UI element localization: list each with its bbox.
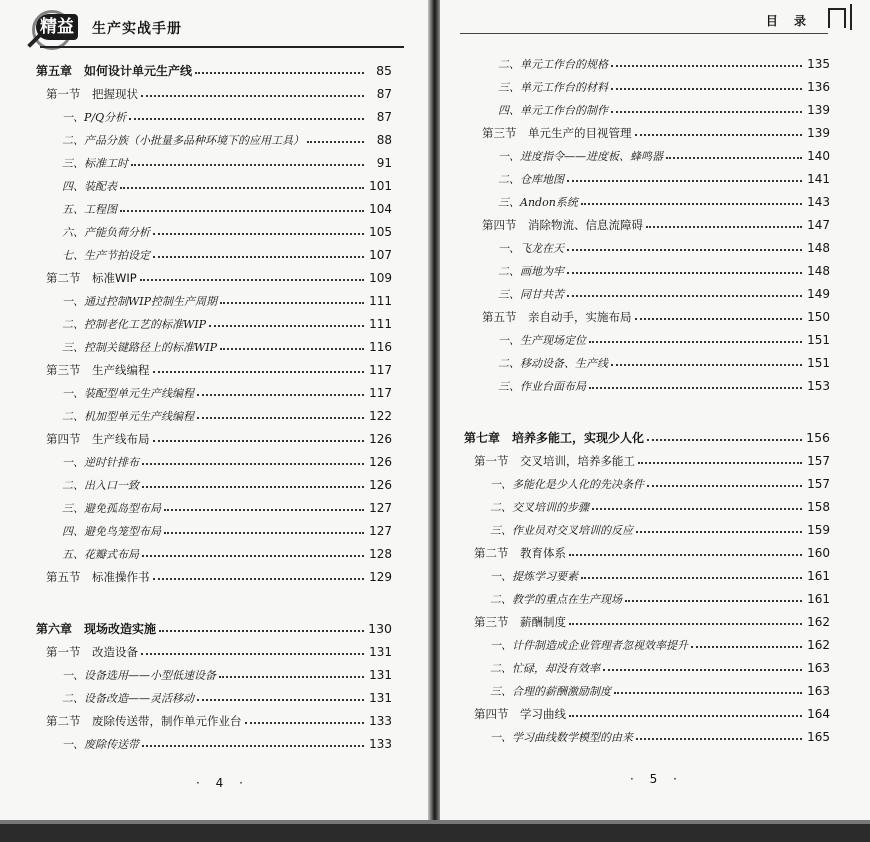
toc-section-row xyxy=(472,305,830,328)
toc-entry-title: 一、P/Q分析 xyxy=(62,110,127,124)
toc-page-number: 126 xyxy=(369,431,392,446)
toc-page-number: 161 xyxy=(807,568,830,583)
toc-page-number: 162 xyxy=(807,637,830,652)
toc-entry-title: 一、通过控制WIP控制生产周期 xyxy=(62,294,218,308)
toc-page-number: 117 xyxy=(369,362,392,377)
toc-item-row xyxy=(36,105,392,128)
toc-section-row xyxy=(472,213,830,236)
toc-item-row xyxy=(36,496,392,519)
toc-page-number: 126 xyxy=(369,454,392,469)
toc-entry-title: 二、设备改造——灵活移动 xyxy=(62,691,194,705)
dot-leader xyxy=(164,509,364,511)
toc-item-row xyxy=(464,472,830,495)
toc-page-number: 91 xyxy=(376,155,392,170)
toc-page-number: 143 xyxy=(807,194,830,209)
dot-leader xyxy=(647,485,802,487)
dot-leader xyxy=(592,508,802,510)
toc-item-row xyxy=(464,587,830,610)
toc-page-number: 156 xyxy=(806,430,830,445)
dot-leader xyxy=(164,532,364,534)
toc-entry-title: 一、飞龙在天 xyxy=(498,241,564,255)
toc-item-row xyxy=(464,564,830,587)
toc-entry-title: 七、生产节拍设定 xyxy=(62,248,150,262)
toc-entry-title: 一、提炼学习要素 xyxy=(490,569,578,583)
toc-section-row xyxy=(464,541,830,564)
toc-entry-title: 第四节 生产线布局 xyxy=(46,431,150,446)
toc-entry-title: 二、产品分族（小批量多品种环境下的应用工具） xyxy=(62,133,304,147)
toc-page-number: 87 xyxy=(376,86,392,101)
toc-page-number: 165 xyxy=(807,729,830,744)
toc-entry-title: 第五节 亲自动手，实施布局 xyxy=(482,309,632,324)
dot-leader xyxy=(567,249,802,251)
dot-leader xyxy=(581,203,802,205)
toc-entry-title: 一、设备选用——小型低速设备 xyxy=(62,668,216,682)
toc-entry-title: 第五节 标准操作书 xyxy=(46,569,150,584)
toc-entry-title: 三、Andon系统 xyxy=(498,195,578,209)
dot-leader xyxy=(220,302,364,304)
dot-leader xyxy=(141,653,364,655)
dot-leader xyxy=(153,256,364,258)
toc-block-chapter-6-cont xyxy=(472,52,830,397)
toc-page-number: 117 xyxy=(369,385,392,400)
toc-page-number: 126 xyxy=(369,477,392,492)
toc-block-chapter-6 xyxy=(36,617,392,755)
toc-page-number: 105 xyxy=(369,224,392,239)
toc-entry-title: 第二节 教育体系 xyxy=(474,545,566,560)
toc-entry-title: 六、产能负荷分析 xyxy=(62,225,150,239)
toc-entry-title: 三、作业台面布局 xyxy=(498,379,586,393)
toc-page-number: 101 xyxy=(369,178,392,193)
toc-entry-title: 第四节 学习曲线 xyxy=(474,706,566,721)
toc-block-chapter-5 xyxy=(36,59,392,588)
toc-item-row xyxy=(36,220,392,243)
toc-entry-title: 二、忙碌，却没有效率 xyxy=(490,661,600,675)
toc-entry-title: 一、逆时针排布 xyxy=(62,455,139,469)
toc-entry-title: 第四节 消除物流、信息流障碍 xyxy=(482,217,643,232)
dot-leader xyxy=(567,272,802,274)
toc-entry-title: 二、机加型单元生产线编程 xyxy=(62,409,194,423)
toc-item-row xyxy=(36,473,392,496)
dot-leader xyxy=(635,134,803,136)
toc-entry-title: 第一节 把握现状 xyxy=(46,86,138,101)
toc-entry-title: 二、画地为牢 xyxy=(498,264,564,278)
toc-page-number: 131 xyxy=(369,690,392,705)
toc-section-row xyxy=(464,610,830,633)
toc-page-number: 140 xyxy=(807,148,830,163)
toc-page-number: 136 xyxy=(807,79,830,94)
toc-entry-title: 二、单元工作台的规格 xyxy=(498,57,608,71)
dot-leader xyxy=(614,692,802,694)
toc-entry-title: 五、工程图 xyxy=(62,202,117,216)
dot-leader xyxy=(153,371,365,373)
page-header xyxy=(30,8,430,48)
toc-page-number: 151 xyxy=(807,355,830,370)
dot-leader xyxy=(611,364,802,366)
logo: 精益 xyxy=(36,14,78,40)
dot-leader xyxy=(589,387,802,389)
dot-leader xyxy=(569,623,802,625)
toc-entry-title: 第二节 标准WIP xyxy=(46,270,137,285)
dot-leader xyxy=(638,462,802,464)
toc-page-number: 133 xyxy=(369,736,392,751)
dot-leader xyxy=(603,669,802,671)
toc-item-row xyxy=(36,686,392,709)
toc-page-number: 88 xyxy=(376,132,392,147)
dot-leader xyxy=(567,180,802,182)
toc-page-number: 163 xyxy=(807,660,830,675)
toc-item-row xyxy=(472,98,830,121)
dot-leader xyxy=(129,118,364,120)
dot-leader xyxy=(142,555,364,557)
dot-leader xyxy=(140,279,364,281)
dot-leader xyxy=(197,417,364,419)
toc-item-row xyxy=(36,174,392,197)
dot-leader xyxy=(691,646,802,648)
toc-page-number: 111 xyxy=(369,293,392,308)
toc-page-number: 163 xyxy=(807,683,830,698)
toc-page-number: 157 xyxy=(807,453,830,468)
toc-page-number: 133 xyxy=(369,713,392,728)
toc-item-row xyxy=(472,167,830,190)
dot-leader xyxy=(142,463,364,465)
page-number: · 5 · xyxy=(630,772,683,786)
toc-entry-title: 三、避免孤岛型布局 xyxy=(62,501,161,515)
toc-page-number: 135 xyxy=(807,56,830,71)
toc-page-number: 87 xyxy=(376,109,392,124)
header-rule xyxy=(460,33,828,34)
toc-page-number: 127 xyxy=(369,523,392,538)
toc-entry-title: 三、同甘共苦 xyxy=(498,287,564,301)
toc-section-row xyxy=(36,427,392,450)
toc-item-row xyxy=(36,732,392,755)
toc-page-number: 131 xyxy=(369,667,392,682)
toc-item-row xyxy=(472,374,830,397)
dot-leader xyxy=(120,187,364,189)
toc-item-row xyxy=(464,495,830,518)
toc-section-row xyxy=(36,640,392,663)
dot-leader xyxy=(646,226,802,228)
page-number: · 4 · xyxy=(196,776,249,790)
toc-item-row xyxy=(36,542,392,565)
dot-leader xyxy=(307,141,364,143)
toc-page-number: 116 xyxy=(369,339,392,354)
toc-item-row xyxy=(36,663,392,686)
toc-page-number: 151 xyxy=(807,332,830,347)
toc-entry-title: 第三节 薪酬制度 xyxy=(474,614,566,629)
toc-page-number: 161 xyxy=(807,591,830,606)
toc-section-row xyxy=(472,121,830,144)
toc-page-number: 131 xyxy=(369,644,392,659)
toc-page-number: 129 xyxy=(369,569,392,584)
bookmark-icon xyxy=(828,8,846,28)
toc-item-row xyxy=(472,351,830,374)
dot-leader xyxy=(625,600,802,602)
toc-chapter-row xyxy=(36,59,392,82)
dot-leader xyxy=(611,88,802,90)
toc-item-row xyxy=(36,404,392,427)
toc-entry-title: 一、装配型单元生产线编程 xyxy=(62,386,194,400)
toc-page-number: 158 xyxy=(807,499,830,514)
dot-leader xyxy=(567,295,802,297)
toc-page-number: 130 xyxy=(368,621,392,636)
dot-leader xyxy=(666,157,802,159)
scan-bottom-edge xyxy=(0,820,870,842)
toc-page-number: 104 xyxy=(369,201,392,216)
toc-page-number: 147 xyxy=(807,217,830,232)
toc-item-row xyxy=(464,633,830,656)
toc-item-row xyxy=(36,519,392,542)
dot-leader xyxy=(569,554,802,556)
dot-leader xyxy=(647,439,802,441)
dot-leader xyxy=(209,325,364,327)
toc-section-row xyxy=(36,565,392,588)
toc-item-row xyxy=(464,656,830,679)
toc-page-number: 149 xyxy=(807,286,830,301)
toc-page-number: 160 xyxy=(807,545,830,560)
toc-entry-title: 第一节 交叉培训，培养多能工 xyxy=(474,453,635,468)
toc-page-number: 128 xyxy=(369,546,392,561)
toc-page-number: 127 xyxy=(369,500,392,515)
toc-section-row xyxy=(464,449,830,472)
toc-page-number: 150 xyxy=(807,309,830,324)
toc-page-number: 153 xyxy=(807,378,830,393)
toc-entry-title: 二、移动设备、生产线 xyxy=(498,356,608,370)
left-page xyxy=(0,0,432,842)
toc-entry-title: 四、避免鸟笼型布局 xyxy=(62,524,161,538)
toc-item-row xyxy=(464,518,830,541)
toc-item-row xyxy=(472,328,830,351)
toc-entry-title: 第五章 如何设计单元生产线 xyxy=(36,64,193,78)
dot-leader xyxy=(153,440,365,442)
toc-page-number: 139 xyxy=(807,102,830,117)
toc-entry-title: 第二节 废除传送带，制作单元作业台 xyxy=(46,713,242,728)
dot-leader xyxy=(611,111,802,113)
toc-item-row xyxy=(472,259,830,282)
toc-entry-title: 三、合理的薪酬激励制度 xyxy=(490,684,611,698)
toc-entry-title: 第七章 培养多能工，实现少人化 xyxy=(464,431,645,445)
right-page xyxy=(440,0,870,842)
toc-page-number: 141 xyxy=(807,171,830,186)
toc-entry-title: 二、仓库地图 xyxy=(498,172,564,186)
dot-leader xyxy=(569,715,802,717)
toc-page-number: 159 xyxy=(807,522,830,537)
toc-entry-title: 二、教学的重点在生产现场 xyxy=(490,592,622,606)
dot-leader xyxy=(120,210,364,212)
toc-page-number: 157 xyxy=(807,476,830,491)
toc-item-row xyxy=(36,312,392,335)
toc-item-row xyxy=(36,128,392,151)
toc-item-row xyxy=(464,725,830,748)
dot-leader xyxy=(636,738,802,740)
toc-entry-title: 一、进度指令——进度板、蜂鸣器 xyxy=(498,149,663,163)
dot-leader xyxy=(141,95,364,97)
toc-page-number: 162 xyxy=(807,614,830,629)
book-title: 生产实战手册 xyxy=(92,21,182,37)
toc-entry-title: 第一节 改造设备 xyxy=(46,644,138,659)
toc-section-row xyxy=(36,358,392,381)
toc-item-row xyxy=(36,335,392,358)
toc-entry-title: 一、学习曲线数学模型的由来 xyxy=(490,730,633,744)
toc-item-row xyxy=(36,151,392,174)
toc-entry-title: 三、作业员对交叉培训的反应 xyxy=(490,523,633,537)
dot-leader xyxy=(245,722,365,724)
toc-section-row xyxy=(36,266,392,289)
toc-page-number: 164 xyxy=(807,706,830,721)
toc-block-chapter-7 xyxy=(464,426,830,748)
dot-leader xyxy=(219,676,364,678)
toc-item-row xyxy=(36,381,392,404)
toc-page-number: 122 xyxy=(369,408,392,423)
toc-item-row xyxy=(472,52,830,75)
header-rule xyxy=(40,46,404,48)
toc-item-row xyxy=(36,197,392,220)
toc-entry-title: 第三节 单元生产的目视管理 xyxy=(482,125,632,140)
toc-entry-title: 第六章 现场改造实施 xyxy=(36,622,157,636)
toc-page-number: 148 xyxy=(807,240,830,255)
toc-entry-title: 三、单元工作台的材料 xyxy=(498,80,608,94)
dot-leader xyxy=(611,65,802,67)
toc-item-row xyxy=(472,236,830,259)
dot-leader xyxy=(142,745,364,747)
toc-entry-title: 二、出入口一致 xyxy=(62,478,139,492)
toc-page-number: 111 xyxy=(369,316,392,331)
dot-leader xyxy=(197,699,364,701)
toc-entry-title: 一、生产现场定位 xyxy=(498,333,586,347)
toc-section-row xyxy=(36,82,392,105)
toc-item-row xyxy=(36,289,392,312)
toc-entry-title: 五、花瓣式布局 xyxy=(62,547,139,561)
toc-page-number: 139 xyxy=(807,125,830,140)
toc-page-number: 109 xyxy=(369,270,392,285)
toc-entry-title: 四、单元工作台的制作 xyxy=(498,103,608,117)
dot-leader xyxy=(581,577,802,579)
toc-chapter-row xyxy=(36,617,392,640)
toc-entry-title: 第三节 生产线编程 xyxy=(46,362,150,377)
toc-entry-title: 四、装配表 xyxy=(62,179,117,193)
toc-item-row xyxy=(36,243,392,266)
dot-leader xyxy=(153,233,364,235)
dot-leader xyxy=(142,486,364,488)
toc-entry-title: 三、控制关键路径上的标准WIP xyxy=(62,340,218,354)
contents-title: 目 录 xyxy=(765,14,812,28)
toc-item-row xyxy=(472,144,830,167)
toc-page-number: 148 xyxy=(807,263,830,278)
toc-entry-title: 一、多能化是少人化的先决条件 xyxy=(490,477,644,491)
dot-leader xyxy=(195,72,364,74)
toc-item-row xyxy=(472,282,830,305)
toc-chapter-row xyxy=(464,426,830,449)
toc-item-row xyxy=(472,75,830,98)
dot-leader xyxy=(589,341,802,343)
toc-page-number: 85 xyxy=(376,63,392,78)
toc-item-row xyxy=(464,679,830,702)
dot-leader xyxy=(635,318,803,320)
toc-entry-title: 二、交叉培训的步骤 xyxy=(490,500,589,514)
dot-leader xyxy=(153,578,365,580)
toc-entry-title: 一、计件制造成企业管理者忽视效率提升 xyxy=(490,638,688,652)
toc-item-row xyxy=(36,450,392,473)
dot-leader xyxy=(197,394,364,396)
toc-entry-title: 三、标准工时 xyxy=(62,156,128,170)
dot-leader xyxy=(131,164,364,166)
toc-section-row xyxy=(36,709,392,732)
toc-section-row xyxy=(464,702,830,725)
toc-page-number: 107 xyxy=(369,247,392,262)
toc-entry-title: 二、控制老化工艺的标准WIP xyxy=(62,317,207,331)
dot-leader xyxy=(636,531,802,533)
dot-leader xyxy=(220,348,364,350)
bookmark-edge-icon xyxy=(850,4,858,30)
toc-entry-title: 一、废除传送带 xyxy=(62,737,139,751)
dot-leader xyxy=(159,630,364,632)
toc-item-row xyxy=(472,190,830,213)
